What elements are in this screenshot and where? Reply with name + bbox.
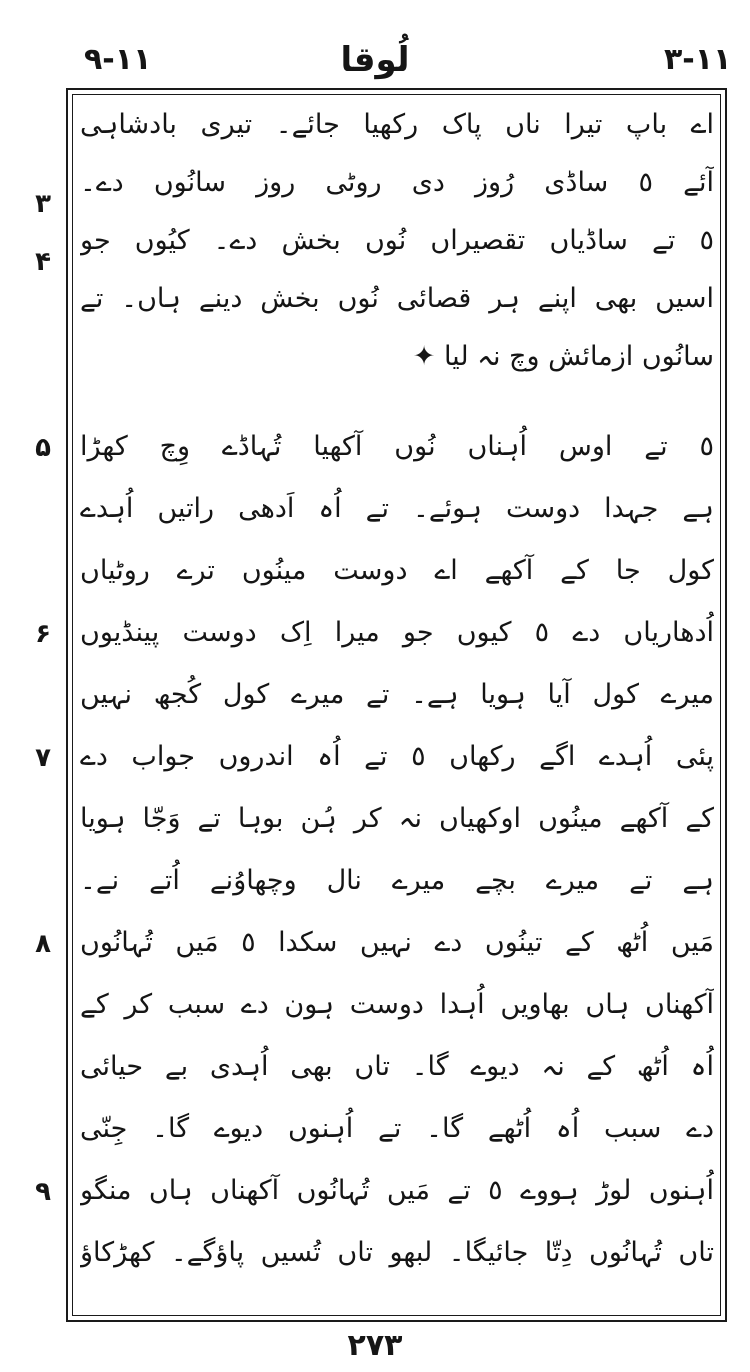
text-line: پئی اُہدے اگے رکھاں ٥ تے اُہ اندروں جواب دے	[80, 741, 714, 772]
text-line: مَیں اُٹھ کے تینُوں دے نہیں سکدا ٥ مَیں تُہانُوں	[80, 927, 714, 958]
text-line: میرے کول آیا ہویا ہے۔ تے میرے کول کُجھ نہیں	[80, 679, 714, 710]
verse-number: ۴	[35, 247, 51, 277]
verse-range-left: ۹-۱۱	[84, 42, 152, 77]
verse-range-right: ۳-۱۱	[664, 42, 732, 77]
verse-number: ۳	[35, 189, 51, 219]
verse-number: ۶	[35, 619, 51, 649]
text-line: ٥ تے اوس اُہناں نُوں آکھیا تُہاڈے وِچ کھڑا	[80, 431, 714, 462]
text-line: اسیں بھی اپنے ہر قصائی نُوں بخش دینے ہاں۔ تے	[80, 283, 714, 314]
text-line: سانُوں ازمائش وچ نہ لیا ✦	[412, 341, 714, 372]
text-line: کول جا کے آکھے اے دوست مینُوں ترے روٹیاں	[80, 555, 714, 586]
text-line: اُہ اُٹھ کے نہ دیوے گا۔ تاں بھی اُہدی بے حیائی	[80, 1051, 714, 1082]
verse-number: ۵	[35, 433, 51, 463]
verse-number: ۷	[35, 743, 51, 773]
text-line: ہے جہدا دوست ہوئے۔ تے اُہ اَدھی راتیں اُہدے	[80, 493, 714, 524]
text-line: ٥ تے ساڈیاں تقصیراں نُوں بخش دے۔ کیُوں جو	[80, 225, 714, 256]
text-line: آئے ٥ ساڈی رُوز دی روٹی روز سانُوں دے۔	[80, 167, 714, 198]
text-line: اُدھاریاں دے ٥ کیوں جو میرا اِک دوست پینڈیوں	[80, 617, 714, 648]
text-line: اُہنوں لوڑ ہووے ٥ تے مَیں تُہانُوں آکھناں ہاں منگو	[80, 1175, 714, 1206]
page-title: لُوقا	[340, 40, 410, 80]
text-line: اے باپ تیرا ناں پاک رکھیا جائے۔ تیری بادشاہی	[80, 109, 714, 140]
text-line: آکھناں ہاں بھاویں اُہدا دوست ہون دے سبب کر کے	[80, 989, 714, 1020]
scripture-text	[80, 96, 714, 1316]
text-line: ہے تے میرے بچے میرے نال وچھاوُنے اُتے نے۔	[80, 865, 714, 896]
verse-number: ۸	[35, 929, 51, 959]
text-line: کے آکھے مینُوں اوکھیاں نہ کر ہُن بوہا تے وَجّا ہویا	[80, 803, 714, 834]
text-line: دے سبب اُہ اُٹھے گا۔ تے اُہنوں دیوے گا۔ جِنّی	[80, 1113, 714, 1144]
page-number: ۲۷۳	[347, 1328, 403, 1363]
verse-number: ۹	[35, 1177, 51, 1207]
text-line: تاں تُہانُوں دِتّا جائیگا۔ لبھو تاں تُسیں پاؤگے۔ کھڑکاؤ	[80, 1237, 714, 1268]
